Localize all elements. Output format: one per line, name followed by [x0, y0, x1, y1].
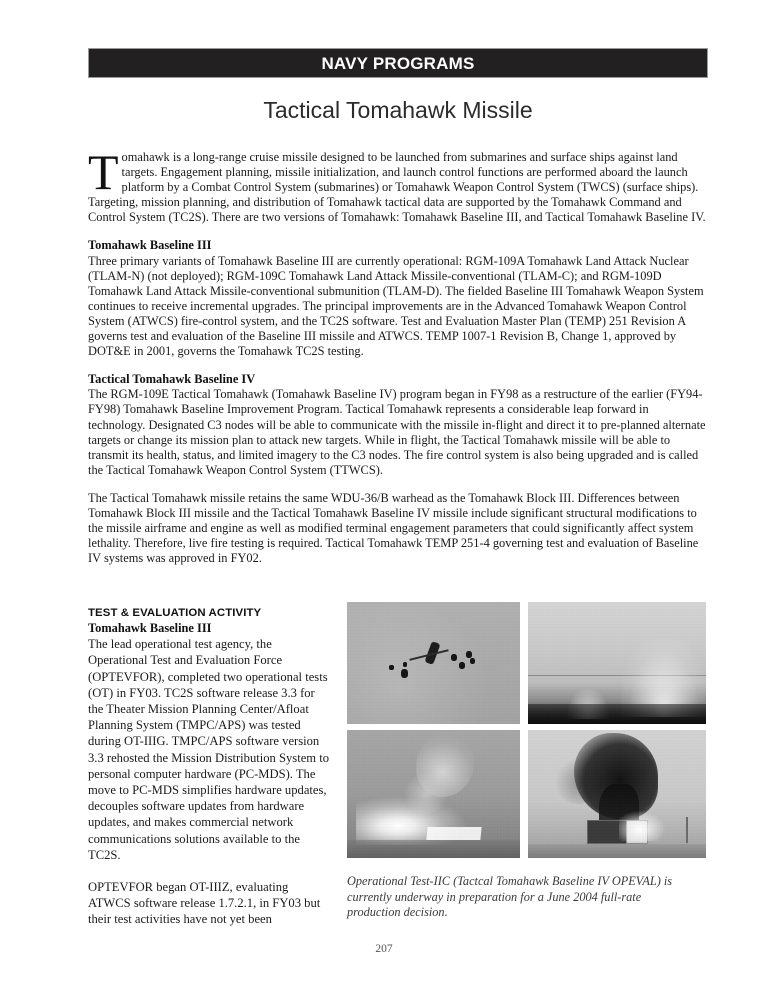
explosion-flash-shape	[619, 811, 665, 841]
photo-black-smoke-plume	[528, 730, 706, 858]
submunition-shape	[401, 669, 408, 678]
page-title: Tactical Tomahawk Missile	[263, 97, 533, 123]
section-heading-baseline-iii: Tomahawk Baseline III	[88, 238, 212, 253]
intro-paragraph-text: omahawk is a long-range cruise missile designed to be launched from submarines and surface ships against land targets. Engagement planning, missile initialization, and launch control functions are performed aboard the launch platform by a Combat Control System (submarines) or Tomahawk Weapon Control System (TWCS) (surface ships). Targeting, mission planning, and distribution of Tomahawk tactical data are supported by the Tomahawk Command and Control System (TC2S). There are two versions of Tomahawk: Tomahawk Baseline III, and Tactical Tomahawk Baseline IV.	[88, 150, 706, 225]
submunition-shape	[389, 665, 394, 670]
test-evaluation-paragraph-1: The lead operational test agency, the Operational Test and Evaluation Force (OPTEVFOR), completed two operational tests (OT) in FY03. TC2S software release 3.3 for the Theater Mission Planning Center/Afloat Planning System (TMPC/APS) was tested during OT-IIIG. TMPC/APS software version 3.3 rehosted the Mission Distribution System to personal computer hardware (PC-MDS). The move to PC-MDS simplifies hardware updates, decouples software updates from hardware updates, and makes commercial network communications solutions available to the TC2S.	[88, 637, 330, 862]
photo-impact-debris-spray	[528, 602, 706, 724]
test-evaluation-subheading: Tomahawk Baseline III	[88, 621, 212, 635]
submunition-shape	[403, 662, 407, 667]
drop-cap-letter: T	[88, 144, 119, 200]
closing-paragraph: The Tactical Tomahawk missile retains the same WDU-36/B warhead as the Tomahawk Block III. Differences between Tomahawk Block III missile and the Tactical Tomahawk Baseline IV missile include significant structural modifications to the missile airframe and engine as well as modified terminal engagement parameters that could significantly affect system lethality. Therefore, live fire testing is required. Tactical Tomahawk TEMP 251-4 governing test and evaluation of Baseline IV systems was approved in FY02.	[88, 490, 699, 566]
ground-band	[528, 844, 706, 858]
test-evaluation-paragraph-2: OPTEVFOR began OT-IIIZ, evaluating ATWCS software release 1.7.2.1, in FY03 but their test activities have not yet been	[88, 880, 321, 927]
header-band-label: NAVY PROGRAMS	[321, 53, 475, 73]
figure-caption: Operational Test-IIC (Tactcal Tomahawk Baseline IV OPEVAL) is currently underway in preparation for a June 2004 full-rate production decision.	[347, 874, 673, 920]
page-number: 207	[375, 943, 393, 955]
figure-photo-grid	[347, 602, 708, 858]
submunition-shape	[459, 662, 465, 669]
photo-detonation-flash	[347, 730, 520, 858]
section-body-baseline-iii: Three primary variants of Tomahawk Baseline III are currently operational: RGM-109A Tomahawk Land Attack Nuclear (TLAM-N) (not deployed); RGM-109C Tomahawk Land Attack Missile-conventional (TLAM-C); and RGM-109D Tomahawk Land Attack Missile-conventional submunition (TLAM-D). The fielded Baseline III Tomahawk Weapon System continues to receive incremental upgrades. The principal improvements are in the Advanced Tomahawk Weapon Control System (ATWCS) fire-control system, and the TC2S software. Test and Evaluation Master Plan (TEMP) 251 Revision A governs test and evaluation of the Baseline III missile and ATWCS. TEMP 1007-1 Revision B, Change 1, approved by DOT&E in 2001, governs the Tomahawk TC2S testing.	[88, 253, 704, 359]
test-evaluation-activity-heading: TEST & EVALUATION ACTIVITY	[88, 607, 262, 619]
navy-programs-header-band	[88, 48, 708, 78]
explosion-flash-shape	[356, 797, 466, 845]
ground-band	[528, 704, 706, 724]
intro-paragraph	[88, 144, 708, 225]
section-heading-baseline-iv: Tactical Tomahawk Baseline IV	[88, 372, 256, 387]
paragraph-spacer	[88, 863, 331, 879]
test-evaluation-column	[88, 606, 331, 928]
submunition-shape	[451, 654, 457, 661]
range-pole-shape	[686, 817, 688, 843]
submunition-shape	[466, 651, 472, 658]
section-body-baseline-iv: The RGM-109E Tactical Tomahawk (Tomahawk Baseline IV) program began in FY98 as a restructure of the earlier (FY94-FY98) Tomahawk Baseline Improvement Program. Tactical Tomahawk represents a considerable leap forward in technology. Designated C3 nodes will be able to communicate with the missile in-flight and direct it to pre-planned alternate targets or change its mission plan to attack new targets. While in flight, the Tactical Tomahawk missile will be able to transmit its health, status, and limited imagery to the C3 nodes. The fire control system is also being upgraded and is called the Tactical Tomahawk Weapon Control System (TTWCS).	[88, 387, 706, 477]
body-column	[88, 144, 708, 579]
submunition-shape	[470, 658, 475, 664]
photo-missile-in-flight	[347, 602, 520, 724]
ground-band	[347, 840, 520, 858]
